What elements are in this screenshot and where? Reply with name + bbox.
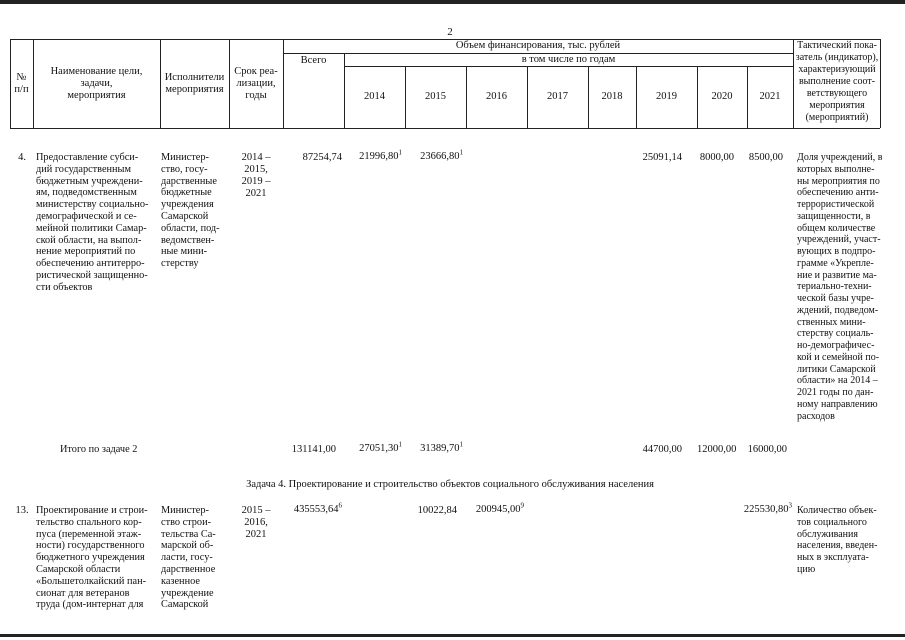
row-term: 2014 – 2015, 2019 – 2021	[241, 152, 271, 199]
row-executors: Министер- ство, госу- дарственные бюджетные учреждения Самарской области, под- ведомствен- ные мини- стерству	[161, 152, 220, 270]
row-number: 4.	[18, 152, 26, 163]
header-total: Всего	[300, 55, 327, 66]
row-value-2019: 25091,14	[642, 152, 682, 163]
col-rule	[880, 39, 881, 128]
header-year: 2016	[486, 91, 507, 102]
header-funding: Объем финансирования, тыс. рублей	[455, 40, 621, 51]
row-value-2015: 10022,84	[417, 505, 457, 516]
row-total: 435553,64$^6$	[293, 501, 342, 515]
row-value-2021: 225530,80$^3$	[743, 501, 792, 515]
header-year: 2021	[759, 91, 781, 102]
row-term: 2015 – 2016, 2021	[241, 505, 271, 540]
header-bottom-rule	[10, 128, 880, 129]
row-name: Проектирование и строи- тельство спального кор- пуса (переменной этаж- ности) государственного бюджетного учреждения Самарской области «Большетолкайский пан- сионат для ветеранов труда (дом-интернат для	[36, 505, 148, 611]
row-value-2020: 8000,00	[699, 152, 734, 163]
row-indicator: Доля учреждений, в которых выполне- ны мероприятия по обеспечению анти- террористической защищенности, в общем количестве учреждений, участ- вующих в подпро- грамме «Укрепле- ние и развитие ма- териально-техни- ческой базы учре- ждений, подведом- ственных мини- стерству социаль- но-демографичес- кой и семейной по- литики Самарской области» на 2014 – 2021 годы по дан- ному направлению расходов	[797, 152, 883, 422]
task-heading: Задача 4. Проектирование и строительство объектов социального обслуживания населения	[246, 479, 654, 490]
header-year: 2014	[364, 91, 385, 102]
total-value-2019: 44700,00	[642, 444, 682, 455]
row-value-2021: 8500,00	[748, 152, 783, 163]
header-executors: Исполнители мероприятия	[164, 72, 225, 95]
header-year: 2017	[547, 91, 568, 102]
header-indicator: Тактический пока- затель (индикатор), характеризующий выполнение соот- ветствующего мероприятия (мероприятий)	[795, 40, 879, 123]
total-label: Итого по задаче 2	[60, 444, 138, 455]
header-by-years: в том числе по годам	[521, 54, 616, 65]
total-value-2020: 12000,00	[697, 444, 737, 455]
header-year: 2015	[425, 91, 446, 102]
row-indicator: Количество объек- тов социального обслуживания населения, введен- ных в эксплуата- цию	[797, 505, 878, 575]
header-year: 2019	[656, 91, 677, 102]
row-number: 13.	[15, 505, 29, 516]
row-value-2014: 21996,80$^1$	[359, 148, 402, 162]
col-rule	[283, 39, 284, 128]
total-value-2015: 31389,70$^1$	[420, 440, 463, 454]
bottom-border	[0, 634, 905, 637]
total-value-2021: 16000,00	[747, 444, 787, 455]
total-value-2014: 27051,30$^1$	[359, 440, 402, 454]
row-value-2015: 23666,80$^1$	[420, 148, 463, 162]
years-subrule	[344, 66, 793, 67]
header-number: № п/п	[14, 72, 29, 95]
header-name: Наименование цели, задачи, мероприятия	[50, 66, 143, 101]
header-term: Срок реа- лизации, годы	[234, 66, 278, 101]
row-name: Предоставление субси- дий государственным бюджетным учреждени- ям, подведомственным министерству социально- демографической и се- мейной политики Самар- ской области, на выпол- нение мероприятий по обеспечению антитерро- ристической защищенно- сти объектов	[36, 152, 149, 293]
row-value-2016: 200945,00$^9$	[475, 501, 524, 515]
row-executors: Министер- ство строи- тельства Са- марской об- ласти, госу- дарственное казенное учреждение Самарской	[161, 505, 216, 611]
top-border	[0, 0, 905, 4]
header-year: 2020	[711, 91, 733, 102]
total-sum: 131141,00	[291, 444, 336, 455]
header-year: 2018	[601, 91, 623, 102]
page-number: 2	[447, 26, 453, 38]
row-total: 87254,74	[302, 152, 342, 163]
